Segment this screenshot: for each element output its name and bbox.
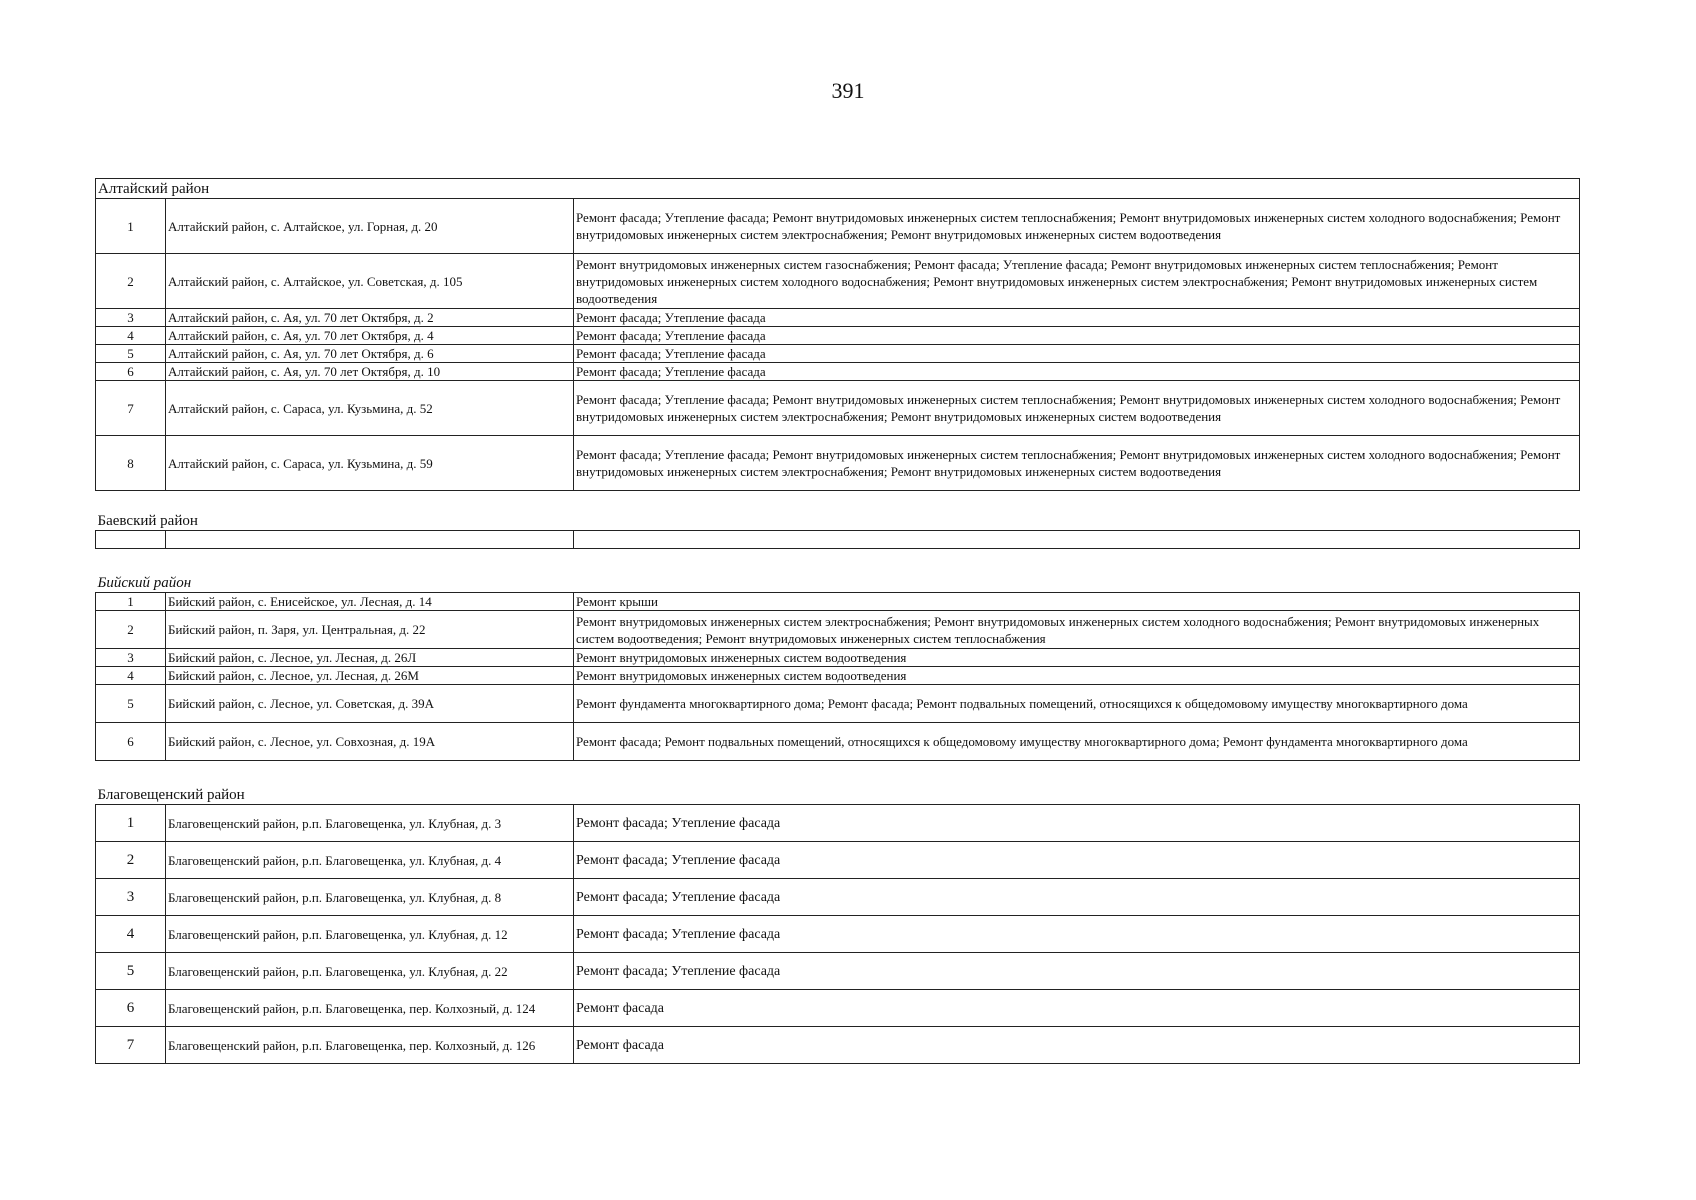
row-number: 2 (96, 611, 166, 649)
table-row (96, 916, 1580, 953)
row-address: Благовещенский район, р.п. Благовещенка, пер. Колхозный, д. 126 (166, 1027, 574, 1064)
row-address: Благовещенский район, р.п. Благовещенка, ул. Клубная, д. 8 (166, 879, 574, 916)
row-address: Алтайский район, с. Ая, ул. 70 лет Октября, д. 10 (166, 363, 574, 381)
row-address: Алтайский район, с. Ая, ул. 70 лет Октября, д. 6 (166, 345, 574, 363)
row-works: Ремонт фасада; Утепление фасада; Ремонт внутридомовых инженерных систем теплоснабжения; Ремонт внутридомовых инженерных систем холодного водоснабжения; Ремонт внутридомовых инженерных систем электроснабжения; Ремонт внутридомовых инженерных систем водоотведения (574, 381, 1580, 436)
row-works: Ремонт внутридомовых инженерных систем электроснабжения; Ремонт внутридомовых инженерных систем холодного водоснабжения; Ремонт внутридомовых инженерных систем водоотведения; Ремонт внутридомовых инженерных систем теплоснабжения (574, 611, 1580, 649)
row-works: Ремонт фасада; Утепление фасада (574, 842, 1580, 879)
row-number: 3 (96, 309, 166, 327)
row-number: 5 (96, 685, 166, 723)
table-row (96, 309, 1580, 327)
row-address: Благовещенский район, р.п. Благовещенка, ул. Клубная, д. 4 (166, 842, 574, 879)
row-number: 5 (96, 345, 166, 363)
district-heading-row (96, 761, 1580, 805)
row-number: 4 (96, 916, 166, 953)
row-works: Ремонт фасада; Утепление фасада (574, 363, 1580, 381)
table-row (96, 199, 1580, 254)
district-heading-row (96, 179, 1580, 199)
row-works: Ремонт крыши (574, 593, 1580, 611)
row-address: Благовещенский район, р.п. Благовещенка, пер. Колхозный, д. 124 (166, 990, 574, 1027)
row-address: Бийский район, с. Енисейское, ул. Лесная, д. 14 (166, 593, 574, 611)
row-works: Ремонт фасада; Утепление фасада (574, 345, 1580, 363)
row-address: Бийский район, с. Лесное, ул. Совхозная, д. 19А (166, 723, 574, 761)
table-row (96, 254, 1580, 309)
row-number: 7 (96, 381, 166, 436)
table-row (96, 723, 1580, 761)
table-row (96, 953, 1580, 990)
district-name: Благовещенский район (96, 761, 1580, 805)
table-row (96, 436, 1580, 491)
row-number: 4 (96, 667, 166, 685)
row-works: Ремонт фасада; Утепление фасада (574, 309, 1580, 327)
table-row (96, 667, 1580, 685)
table-row (96, 990, 1580, 1027)
row-number: 3 (96, 649, 166, 667)
district-name: Баевский район (96, 491, 1580, 531)
table-row (96, 363, 1580, 381)
row-address: Бийский район, с. Лесное, ул. Советская, д. 39А (166, 685, 574, 723)
row-works: Ремонт внутридомовых инженерных систем водоотведения (574, 667, 1580, 685)
district-heading-row (96, 549, 1580, 593)
table-row (96, 593, 1580, 611)
row-works: Ремонт фасада; Утепление фасада (574, 327, 1580, 345)
row-number: 3 (96, 879, 166, 916)
row-number: 1 (96, 593, 166, 611)
table-row (96, 345, 1580, 363)
repair-register-table (95, 178, 1580, 1064)
row-address: Алтайский район, с. Ая, ул. 70 лет Октября, д. 4 (166, 327, 574, 345)
row-number: 6 (96, 723, 166, 761)
row-number: 6 (96, 363, 166, 381)
row-works: Ремонт фасада; Утепление фасада (574, 916, 1580, 953)
row-number: 5 (96, 953, 166, 990)
page-number: 391 (831, 78, 865, 103)
table-row (96, 649, 1580, 667)
table-row (96, 879, 1580, 916)
table-row (96, 381, 1580, 436)
row-number: 7 (96, 1027, 166, 1064)
table-row (96, 805, 1580, 842)
row-address: Благовещенский район, р.п. Благовещенка, ул. Клубная, д. 22 (166, 953, 574, 990)
row-number: 2 (96, 842, 166, 879)
row-works: Ремонт внутридомовых инженерных систем водоотведения (574, 649, 1580, 667)
table-row-empty (96, 531, 1580, 549)
row-number: 1 (96, 805, 166, 842)
district-heading-row (96, 491, 1580, 531)
row-address: Алтайский район, с. Ая, ул. 70 лет Октября, д. 2 (166, 309, 574, 327)
row-number: 1 (96, 199, 166, 254)
row-address: Алтайский район, с. Сараса, ул. Кузьмина, д. 59 (166, 436, 574, 491)
row-works: Ремонт фасада; Утепление фасада; Ремонт внутридомовых инженерных систем теплоснабжения; Ремонт внутридомовых инженерных систем холодного водоснабжения; Ремонт внутридомовых инженерных систем электроснабжения; Ремонт внутридомовых инженерных систем водоотведения (574, 199, 1580, 254)
row-works: Ремонт внутридомовых инженерных систем газоснабжения; Ремонт фасада; Утепление фасада; Ремонт внутридомовых инженерных систем теплоснабжения; Ремонт внутридомовых инженерных систем холодного водоснабжения; Ремонт внутридомовых инженерных систем электроснабжения; Ремонт внутридомовых инженерных систем водоотведения (574, 254, 1580, 309)
row-address: Алтайский район, с. Сараса, ул. Кузьмина, д. 52 (166, 381, 574, 436)
table-row (96, 842, 1580, 879)
row-address: Благовещенский район, р.п. Благовещенка, ул. Клубная, д. 3 (166, 805, 574, 842)
row-works: Ремонт фасада; Утепление фасада; Ремонт внутридомовых инженерных систем теплоснабжения; Ремонт внутридомовых инженерных систем холодного водоснабжения; Ремонт внутридомовых инженерных систем электроснабжения; Ремонт внутридомовых инженерных систем водоотведения (574, 436, 1580, 491)
table-row (96, 611, 1580, 649)
row-address: Бийский район, с. Лесное, ул. Лесная, д. 26М (166, 667, 574, 685)
row-works: Ремонт фундамента многоквартирного дома; Ремонт фасада; Ремонт подвальных помещений, относящихся к общедомовому имуществу многоквартирного дома (574, 685, 1580, 723)
row-address: Бийский район, п. Заря, ул. Центральная, д. 22 (166, 611, 574, 649)
row-number: 8 (96, 436, 166, 491)
row-number: 4 (96, 327, 166, 345)
table-row (96, 1027, 1580, 1064)
row-number: 6 (96, 990, 166, 1027)
row-works: Ремонт фасада; Ремонт подвальных помещений, относящихся к общедомовому имуществу многоквартирного дома; Ремонт фундамента многоквартирного дома (574, 723, 1580, 761)
table-row (96, 685, 1580, 723)
row-number: 2 (96, 254, 166, 309)
row-address: Алтайский район, с. Алтайское, ул. Советская, д. 105 (166, 254, 574, 309)
row-works: Ремонт фасада; Утепление фасада (574, 879, 1580, 916)
table-row (96, 327, 1580, 345)
district-name: Алтайский район (96, 179, 1580, 199)
row-address: Благовещенский район, р.п. Благовещенка, ул. Клубная, д. 12 (166, 916, 574, 953)
row-works: Ремонт фасада (574, 990, 1580, 1027)
row-address: Бийский район, с. Лесное, ул. Лесная, д. 26Л (166, 649, 574, 667)
district-name: Бийский район (96, 549, 1580, 593)
row-works: Ремонт фасада (574, 1027, 1580, 1064)
row-address: Алтайский район, с. Алтайское, ул. Горная, д. 20 (166, 199, 574, 254)
row-works: Ремонт фасада; Утепление фасада (574, 953, 1580, 990)
row-works: Ремонт фасада; Утепление фасада (574, 805, 1580, 842)
